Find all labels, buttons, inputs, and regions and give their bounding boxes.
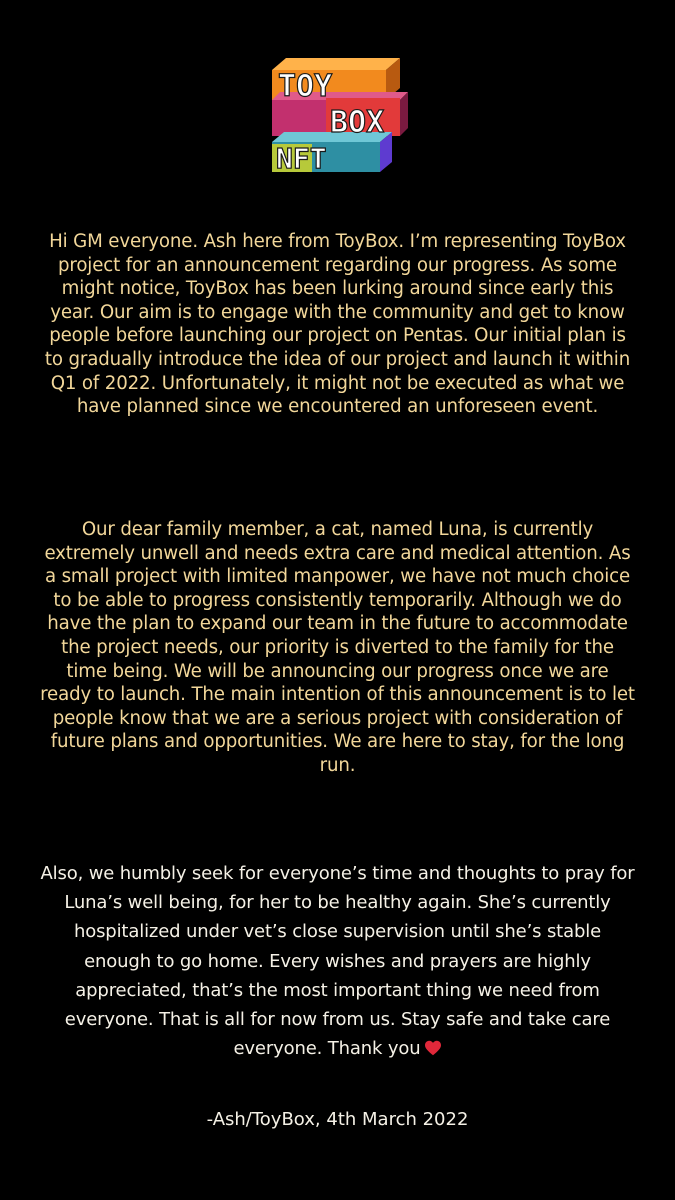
logo-word-toy: TOY (278, 69, 333, 104)
logo-word-box: BOX (330, 105, 385, 140)
announcement-paragraph-3 (40, 859, 635, 1063)
heart-icon (424, 1040, 442, 1056)
announcement-paragraph-1: Hi GM everyone. Ash here from ToyBox. I’m representing ToyBox project for an announcement regarding our progress. As some might notice, ToyBox has been lurking around since early this year. Our aim is to engage with the community and get to know people before launching our project on Pentas. Our initial plan is to gradually introduce the idea of our project and launch it within Q1 of 2022. Unfortunately, it might not be executed as what we have planned since we encountered an unforeseen event. (44, 231, 631, 418)
announcement-paragraph-2: Our dear family member, a cat, named Luna, is currently extremely unwell and needs extra care and medical attention. As a small project with limited manpower, we have not much choice to be able to progress consistently temporarily. Although we do have the plan to expand our team in the future to accommodate the project needs, our priority is diverted to the family for the time being. We will be announcing our progress once we are ready to launch. The main intention of this announcement is to let people know that we are a serious project with consideration of future plans and opportunities. We are here to stay, for the long run. (40, 519, 635, 776)
signature: -Ash/ToyBox, 4th March 2022 (206, 1109, 469, 1130)
toybox-nft-logo (268, 52, 408, 180)
paragraph-3-text: Also, we humbly seek for everyone’s time and thoughts to pray for Luna’s well being, for her to be healthy again. She’s currently hospitalized under vet’s close supervision until she’s stable enough to go home. Every wishes and prayers are highly appreciated, that’s the most important thing we need from everyone. That is all for now from us. Stay safe and take care everyone. Thank you (40, 863, 635, 1060)
logo-word-nft: NFT (276, 142, 327, 175)
